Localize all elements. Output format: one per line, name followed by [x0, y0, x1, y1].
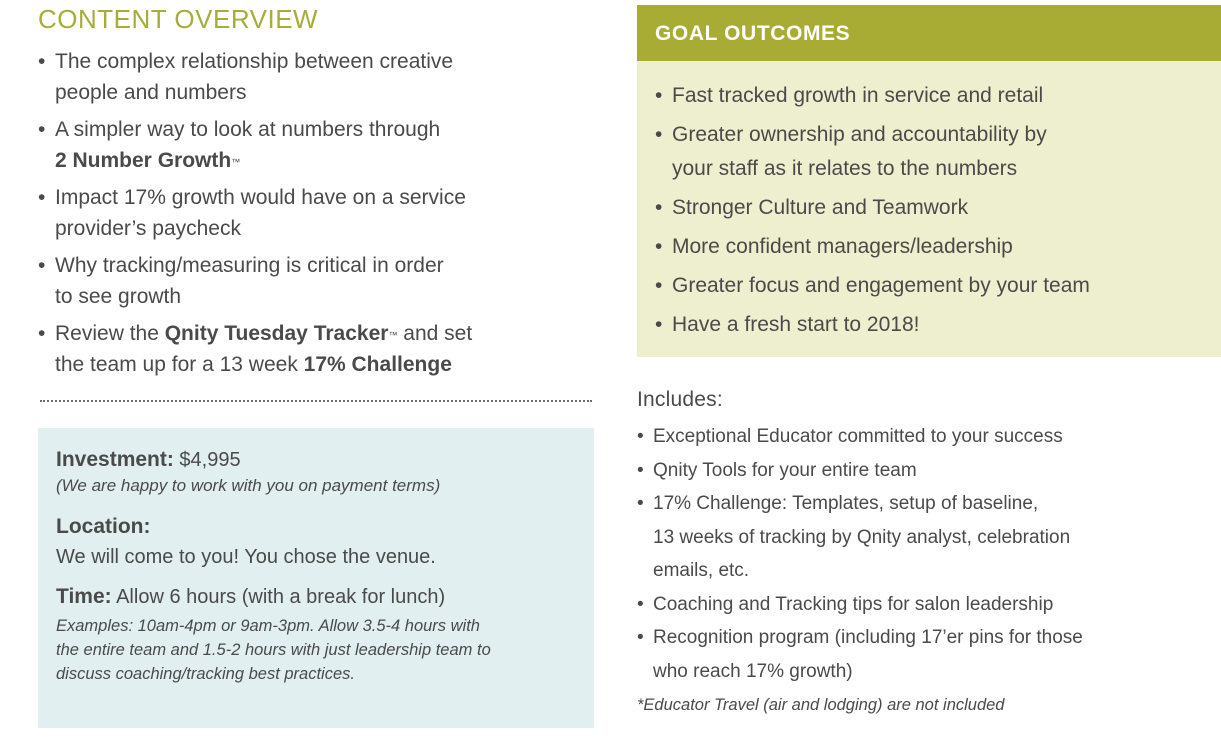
- list-item: • Greater focus and engagement by your team: [655, 269, 1221, 303]
- list-item: • Review the Qnity Tuesday Tracker™ and set the team up for a 13 week 17% Challenge: [38, 318, 594, 380]
- goal-outcomes-section: [637, 5, 1221, 357]
- list-item: • A simpler way to look at numbers through 2 Number Growth™: [38, 114, 594, 176]
- content-overview-section: [38, 0, 594, 386]
- includes-list: [637, 420, 1197, 688]
- list-item: • More confident managers/leadership: [655, 230, 1221, 264]
- tuesday-tracker-label: Qnity Tuesday Tracker: [164, 322, 389, 345]
- dotted-divider: [40, 400, 592, 402]
- challenge-label: 17% Challenge: [303, 353, 452, 376]
- time-note: Examples: 10am-4pm or 9am-3pm. Allow 3.5-4 hours with the entire team and 1.5-2 hours with just leadership team to discuss coaching/tracking best practices.: [56, 617, 491, 683]
- list-item: • Recognition program (including 17’er pins for those who reach 17% growth): [637, 621, 1197, 688]
- list-item: • Why tracking/measuring is critical in order to see growth: [38, 250, 594, 312]
- goal-outcomes-list: [655, 79, 1221, 342]
- list-item: • Fast tracked growth in service and retail: [655, 79, 1221, 113]
- content-overview-list: [38, 46, 594, 380]
- list-item: • Greater ownership and accountability by your staff as it relates to the numbers: [655, 118, 1221, 186]
- list-item: • Exceptional Educator committed to your success: [637, 420, 1197, 454]
- content-overview-title: CONTENT OVERVIEW: [38, 4, 319, 34]
- investment-row: Investment: $4,995: [56, 448, 241, 471]
- time-row: Time: Allow 6 hours (with a break for lunch): [56, 585, 446, 608]
- list-item: • Stronger Culture and Teamwork: [655, 191, 1221, 225]
- two-number-growth-label: 2 Number Growth: [55, 149, 232, 172]
- goal-outcomes-body: [637, 61, 1221, 357]
- list-item: • Qnity Tools for your entire team: [637, 454, 1197, 488]
- list-item: • Impact 17% growth would have on a service provider’s paycheck: [38, 182, 594, 244]
- location-row: Location:: [56, 515, 151, 538]
- list-item: • Coaching and Tracking tips for salon leadership: [637, 588, 1197, 622]
- location-value: We will come to you! You chose the venue.: [56, 546, 436, 568]
- payment-note: (We are happy to work with you on payment terms): [56, 476, 441, 495]
- list-item: • The complex relationship between creative people and numbers: [38, 46, 594, 108]
- includes-title: Includes:: [637, 388, 723, 411]
- investment-info-box: [38, 428, 594, 728]
- goal-outcomes-title: GOAL OUTCOMES: [637, 5, 1221, 61]
- travel-footnote: *Educator Travel (air and lodging) are not included: [637, 696, 1005, 714]
- list-item: • Have a fresh start to 2018!: [655, 308, 1221, 342]
- list-item: • 17% Challenge: Templates, setup of baseline, 13 weeks of tracking by Qnity analyst, celebration emails, etc.: [637, 487, 1197, 588]
